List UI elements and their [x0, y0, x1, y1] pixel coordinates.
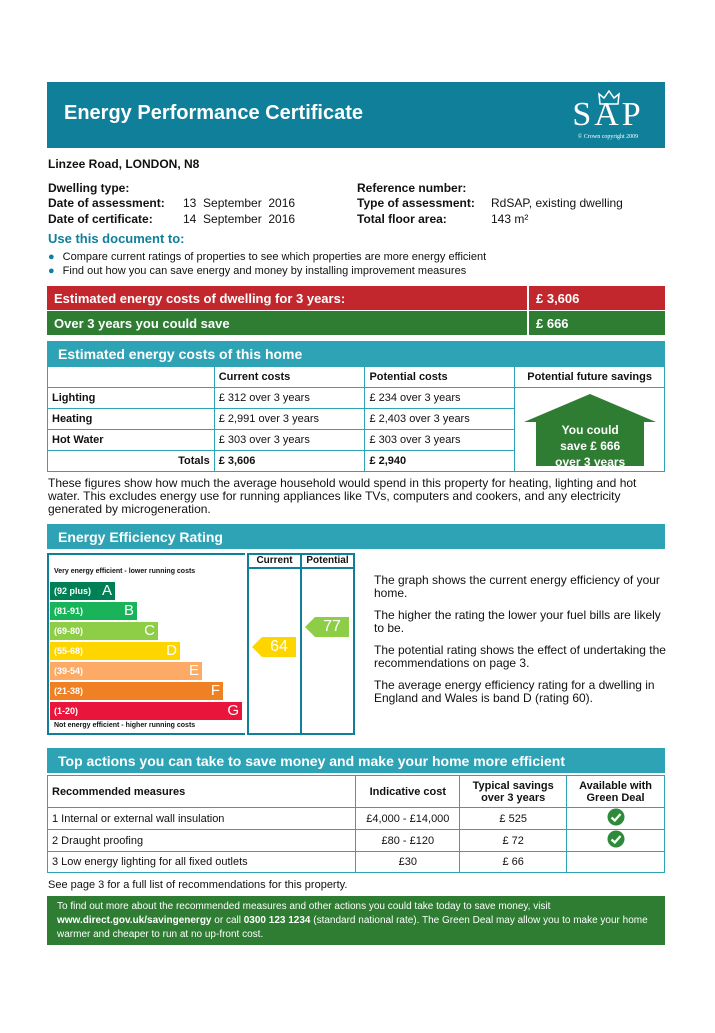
current-rating-marker [252, 637, 296, 657]
totals-potential: £ 2,940 [365, 451, 515, 472]
savings-cell [515, 388, 665, 472]
savings-line: over 3 years [555, 455, 626, 469]
table-header: Available with Green Deal [567, 776, 665, 808]
costs-note: These figures show how much the average household would spend in this property for heating, lighting and hot water. This excludes energy use for running appliances like TVs, computers and cookers, and any electricity generated by microgeneration. [48, 476, 637, 516]
band-letter: A [101, 582, 112, 599]
assessment-type-value: RdSAP, existing dwelling [491, 196, 623, 210]
row-label: Hot Water [48, 430, 215, 451]
band-range: (92 plus) [54, 586, 92, 596]
savings-label: Over 3 years you could save [54, 316, 230, 331]
certificate-date-label: Date of certificate: [48, 212, 153, 226]
table-header: Recommended measures [48, 776, 356, 808]
savings-line: save £ 666 [560, 439, 621, 453]
estimated-cost-bar [47, 286, 665, 310]
footer-text: (standard national rate). The Green Deal may allow you to make your home warmer and cheaper to run at no up-front cost. [57, 915, 648, 940]
band-range: (55-68) [54, 646, 84, 656]
current-cost: £ 303 over 3 years [214, 430, 365, 451]
band-d [50, 642, 180, 660]
address: Linzee Road, LONDON, N8 [48, 157, 200, 171]
savings-value: £ 666 [527, 311, 665, 335]
check-icon [607, 830, 625, 848]
assessment-date-label: Date of assessment: [48, 196, 165, 210]
certificate-date-value: 14 September 2016 [183, 212, 296, 226]
description-paragraph: The higher the rating the lower your fuel bills are likely to be. [374, 608, 661, 635]
current-cost: £ 312 over 3 years [214, 388, 365, 409]
savings-bar [47, 311, 665, 335]
description-paragraph: The potential rating shows the effect of undertaking the recommendations on page 3. [374, 643, 666, 670]
estimated-cost-value: £ 3,606 [527, 286, 665, 310]
potential-rating-value: 77 [323, 618, 341, 635]
check-icon [607, 808, 625, 826]
table-header-row [48, 367, 665, 388]
description-paragraph: The graph shows the current energy efficiency of your home. [374, 573, 660, 600]
table-row [48, 808, 665, 830]
table-header: Current costs [214, 367, 365, 388]
typical-saving: £ 66 [460, 852, 567, 873]
current-rating-value: 64 [270, 638, 288, 655]
footer-phone: 0300 123 1234 [243, 915, 311, 926]
table-header: Potential future savings [515, 367, 665, 388]
footer-text: To find out more about the recommended measures and other actions you could take today to save money, visit [57, 901, 551, 912]
row-label: Heating [48, 409, 215, 430]
crown-icon [598, 90, 620, 106]
indicative-cost: £80 - £120 [356, 830, 460, 852]
top-note: Very energy efficient - lower running costs [54, 568, 196, 575]
dwelling-type-label: Dwelling type: [48, 181, 130, 195]
green-deal-cell [567, 808, 665, 830]
band-e [50, 662, 202, 680]
table-header-row [48, 776, 665, 808]
typical-saving: £ 525 [460, 808, 567, 830]
see-page-note: See page 3 for a full list of recommendations for this property. [48, 879, 348, 891]
band-f [50, 682, 223, 700]
band-letter: G [227, 702, 239, 719]
band-b [50, 602, 137, 620]
sap-logo-text: SAP [572, 96, 644, 133]
copyright: © Crown copyright 2009 [577, 134, 639, 140]
band-range: (21-38) [54, 686, 84, 696]
use-document-bullet: ● Find out how you can save energy and money by installing improvement measures [48, 265, 467, 277]
green-deal-cell [567, 830, 665, 852]
costs-section-title: Estimated energy costs of this home [47, 341, 665, 366]
current-column-header: Current [256, 555, 293, 566]
floor-area-label: Total floor area: [357, 212, 447, 226]
description-paragraph: The average energy efficiency rating for a dwelling in England and Wales is band D (rating 60). [374, 678, 655, 705]
band-letter: F [210, 682, 220, 699]
measure: 1 Internal or external wall insulation [48, 808, 356, 830]
potential-cost: £ 303 over 3 years [365, 430, 515, 451]
indicative-cost: £4,000 - £14,000 [356, 808, 460, 830]
band-letter: D [166, 642, 177, 659]
use-document-bullet: ● Compare current ratings of properties to see which properties are more energy efficient [48, 251, 487, 263]
bottom-note: Not energy efficient - higher running costs [54, 722, 196, 729]
measure: 2 Draught proofing [48, 830, 356, 852]
band-range: (81-91) [54, 606, 84, 616]
assessment-date-value: 13 September 2016 [183, 196, 296, 210]
rating-description [374, 574, 666, 714]
rating-section-title: Energy Efficiency Rating [47, 524, 665, 549]
savings-line: You could [561, 423, 619, 437]
footer-info [47, 896, 665, 945]
current-cost: £ 2,991 over 3 years [214, 409, 365, 430]
recommendations-table [47, 775, 665, 873]
table-row [48, 852, 665, 873]
assessment-type-label: Type of assessment: [357, 196, 475, 210]
band-g [50, 702, 242, 720]
sap-logo [565, 90, 651, 142]
totals-label: Totals [48, 451, 215, 472]
potential-cost: £ 234 over 3 years [365, 388, 515, 409]
table-row [48, 830, 665, 852]
table-header [48, 367, 215, 388]
reference-label: Reference number: [357, 181, 467, 195]
measure: 3 Low energy lighting for all fixed outlets [48, 852, 356, 873]
estimated-cost-label: Estimated energy costs of dwelling for 3 years: [54, 291, 346, 306]
bullet-text: Compare current ratings of properties to see which properties are more energy efficient [62, 251, 487, 263]
footer-link[interactable]: www.direct.gov.uk/savingenergy [57, 915, 212, 926]
band-c [50, 622, 158, 640]
band-letter: E [188, 662, 199, 679]
column-divider [300, 555, 302, 733]
savings-callout [524, 422, 656, 470]
table-header: Potential costs [365, 367, 515, 388]
header-divider [249, 567, 353, 569]
header-banner [47, 82, 665, 148]
bullet-text: Find out how you can save energy and money by installing improvement measures [62, 265, 467, 277]
rating-chart [47, 553, 355, 735]
band-range: (1-20) [54, 706, 79, 716]
band-letter: B [123, 602, 134, 619]
green-deal-cell [567, 852, 665, 873]
table-row [48, 388, 665, 409]
band-letter: C [144, 622, 155, 639]
band-range: (69-80) [54, 626, 84, 636]
potential-rating-marker [305, 617, 349, 637]
table-header: Indicative cost [356, 776, 460, 808]
band-a [50, 582, 115, 600]
costs-table [47, 366, 665, 472]
totals-current: £ 3,606 [214, 451, 365, 472]
row-label: Lighting [48, 388, 215, 409]
band-range: (39-54) [54, 666, 84, 676]
potential-column-header: Potential [306, 555, 349, 566]
actions-section-title: Top actions you can take to save money and make your home more efficient [47, 748, 665, 773]
footer-text: or call [211, 915, 244, 926]
indicative-cost: £30 [356, 852, 460, 873]
floor-area-value: 143 m² [491, 212, 529, 226]
potential-cost: £ 2,403 over 3 years [365, 409, 515, 430]
table-header: Typical savings over 3 years [460, 776, 567, 808]
use-document-title: Use this document to: [48, 231, 185, 246]
typical-saving: £ 72 [460, 830, 567, 852]
page-title: Energy Performance Certificate [64, 102, 364, 124]
